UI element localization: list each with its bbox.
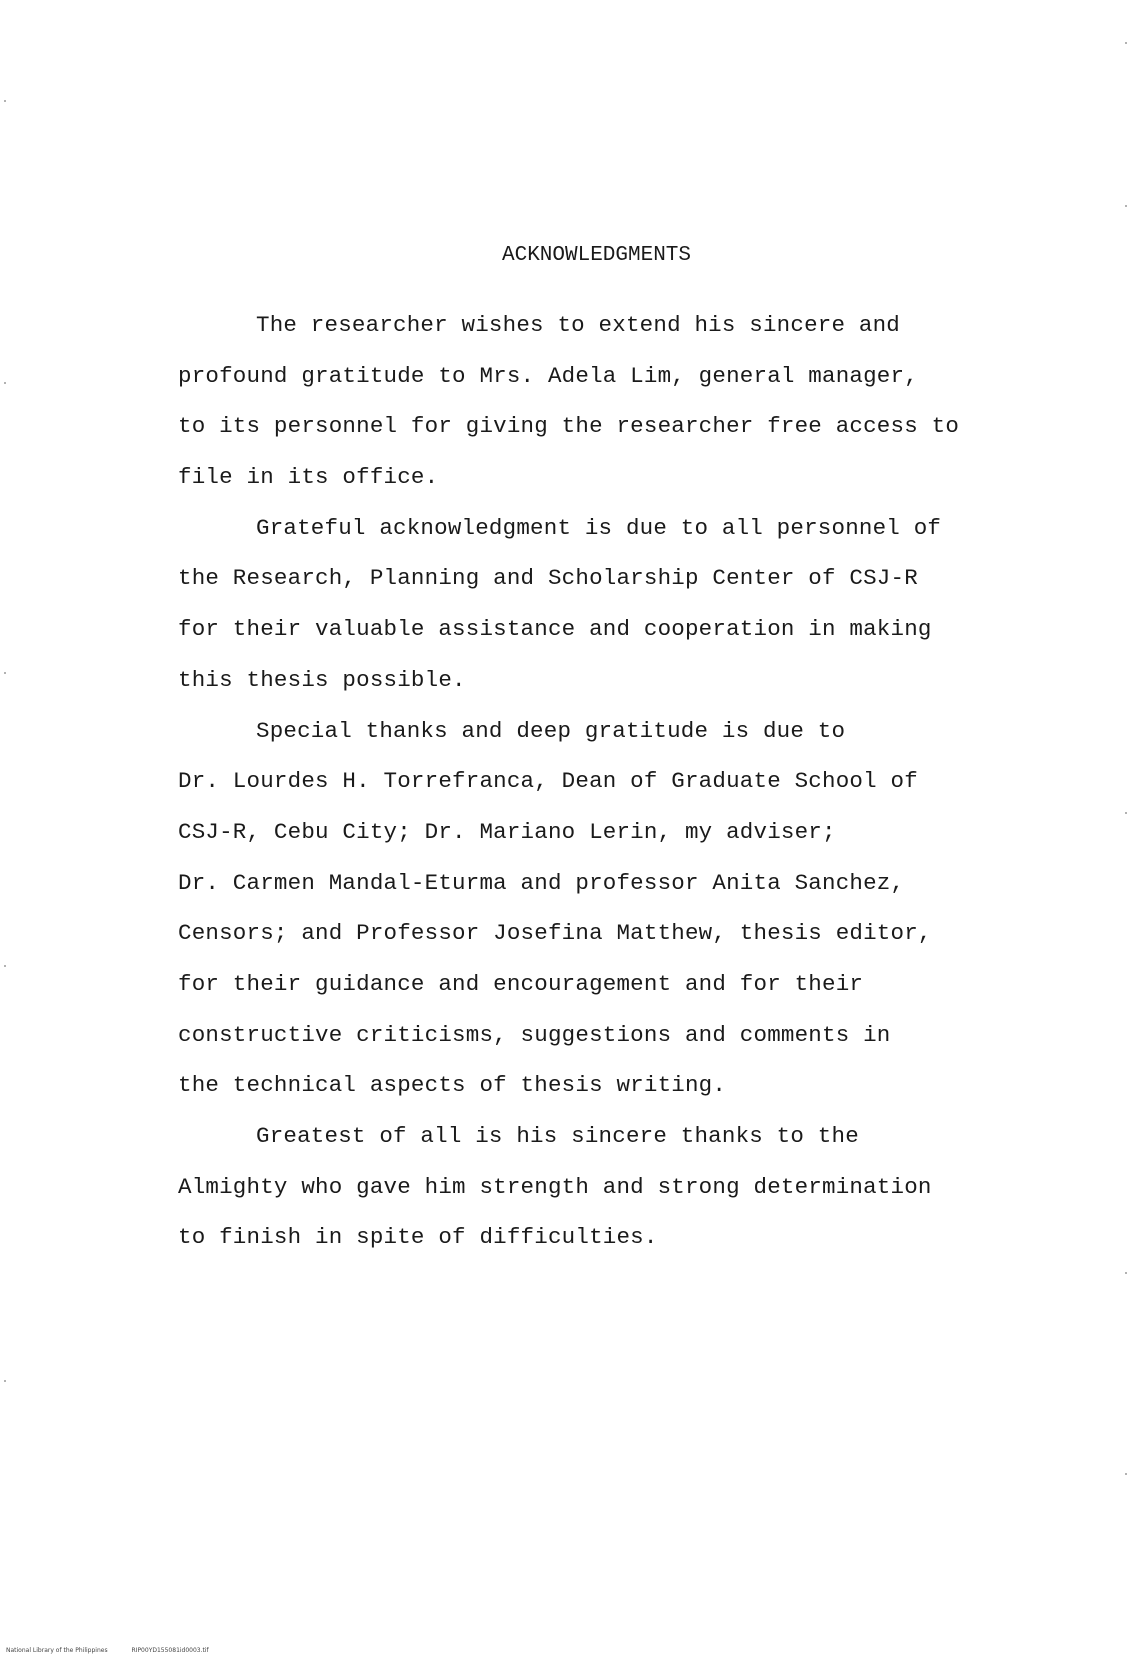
- paragraph-line: the technical aspects of thesis writing.: [178, 1072, 727, 1099]
- scan-speck: [1125, 205, 1127, 207]
- scan-speck: [1125, 812, 1127, 814]
- paragraph-line: profound gratitude to Mrs. Adela Lim, general manager,: [178, 362, 918, 389]
- scan-speck: [1125, 1473, 1127, 1475]
- paragraph-line: Special thanks and deep gratitude is due to: [256, 717, 846, 744]
- paragraph-line: Grateful acknowledgment is due to all personnel of: [256, 514, 942, 541]
- scan-speck: [1125, 42, 1127, 44]
- paragraph-line: this thesis possible.: [178, 666, 466, 693]
- paragraph-line: file in its office.: [178, 464, 439, 491]
- file-identifier: RIP00YD155081id0003.tif: [131, 1647, 209, 1654]
- library-credit: National Library of the Philippines: [6, 1647, 108, 1654]
- paragraph-line: The researcher wishes to extend his sincere and: [256, 312, 901, 338]
- scan-speck: [4, 672, 6, 674]
- paragraph-line: the Research, Planning and Scholarship Center of CSJ-R: [178, 565, 918, 592]
- paragraph-line: for their guidance and encouragement and for their: [178, 970, 864, 997]
- scan-speck: [4, 965, 6, 967]
- acknowledgment-body: [178, 300, 1078, 1263]
- scan-speck: [4, 1380, 6, 1382]
- page-title: ACKNOWLEDGMENTS: [501, 244, 692, 267]
- scan-footer: [6, 1647, 231, 1654]
- paragraph-line: Dr. Lourdes H. Torrefranca, Dean of Graduate School of: [178, 768, 918, 795]
- paragraph-line: Almighty who gave him strength and strong determination: [178, 1173, 932, 1200]
- scan-speck: [1125, 1272, 1127, 1274]
- paragraph-line: CSJ-R, Cebu City; Dr. Mariano Lerin, my adviser;: [178, 818, 836, 845]
- paragraph-line: Censors; and Professor Josefina Matthew, thesis editor,: [178, 920, 932, 947]
- paragraph-line: to finish in spite of difficulties.: [178, 1224, 658, 1251]
- paragraph-line: for their valuable assistance and cooperation in making: [178, 616, 932, 643]
- paragraph-line: Greatest of all is his sincere thanks to the: [256, 1123, 859, 1149]
- paragraph-line: to its personnel for giving the researcher free access to: [178, 413, 960, 440]
- paragraph-line: Dr. Carmen Mandal-Eturma and professor Anita Sanchez,: [178, 869, 905, 896]
- scan-speck: [4, 100, 6, 102]
- scan-speck: [4, 382, 6, 384]
- paragraph-line: constructive criticisms, suggestions and comments in: [178, 1021, 891, 1048]
